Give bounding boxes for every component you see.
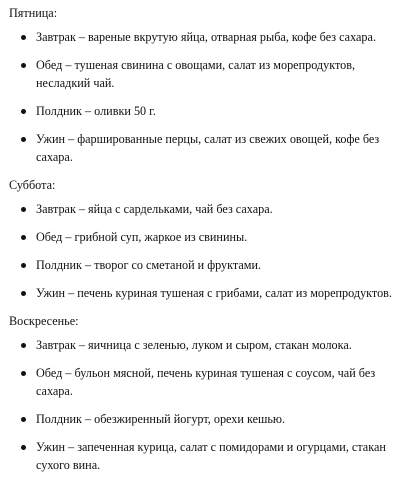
meal-text: Завтрак – вареные вкрутую яйца, отварная рыба, кофе без сахара.: [36, 30, 376, 44]
list-item: [9, 28, 400, 46]
list-item: [9, 336, 400, 354]
meal-list: [9, 200, 400, 302]
day-title: Суббота:: [9, 178, 56, 192]
meal-text: Ужин – фаршированные перцы, салат из свежих овощей, кофе без сахара.: [36, 132, 380, 164]
list-item: [9, 130, 400, 166]
list-item: [9, 228, 400, 246]
bullet-icon: [21, 445, 26, 450]
bullet-icon: [21, 63, 26, 68]
meal-list: [9, 336, 400, 474]
list-item: [9, 102, 400, 120]
list-item: [9, 410, 400, 428]
meal-text: Обед – грибной суп, жаркое из свинины.: [36, 230, 248, 244]
day-title: Воскресенье:: [9, 314, 79, 328]
meal-text: Ужин – запеченная курица, салат с помидорами и огурцами, стакан сухого вина.: [36, 440, 386, 472]
day-saturday: [9, 176, 400, 302]
list-item: [9, 364, 400, 400]
meal-text: Полдник – творог со сметаной и фруктами.: [36, 258, 262, 272]
list-item: [9, 200, 400, 218]
bullet-icon: [21, 207, 26, 212]
meal-text: Полдник – оливки 50 г.: [36, 104, 156, 118]
meal-text: Ужин – печень куриная тушеная с грибами, салат из морепродуктов.: [36, 286, 392, 300]
list-item: [9, 256, 400, 274]
meal-text: Завтрак – яйца с сардельками, чай без сахара.: [36, 202, 273, 216]
bullet-icon: [21, 109, 26, 114]
bullet-icon: [21, 137, 26, 142]
bullet-icon: [21, 263, 26, 268]
bullet-icon: [21, 371, 26, 376]
list-item: [9, 56, 400, 92]
meal-text: Завтрак – яичница с зеленью, луком и сыром, стакан молока.: [36, 338, 352, 352]
day-friday: [9, 4, 400, 166]
meal-text: Полдник – обезжиренный йогурт, орехи кешью.: [36, 412, 286, 426]
list-item: [9, 284, 400, 302]
meal-list: [9, 28, 400, 166]
bullet-icon: [21, 343, 26, 348]
meal-text: Обед – тушеная свинина с овощами, салат из морепродуктов, несладкий чай.: [36, 58, 356, 90]
meal-text: Обед – бульон мясной, печень куриная тушеная с соусом, чай без сахара.: [36, 366, 376, 398]
day-title: Пятница:: [9, 6, 58, 20]
bullet-icon: [21, 35, 26, 40]
bullet-icon: [21, 291, 26, 296]
day-sunday: [9, 312, 400, 474]
bullet-icon: [21, 417, 26, 422]
list-item: [9, 438, 400, 474]
bullet-icon: [21, 235, 26, 240]
